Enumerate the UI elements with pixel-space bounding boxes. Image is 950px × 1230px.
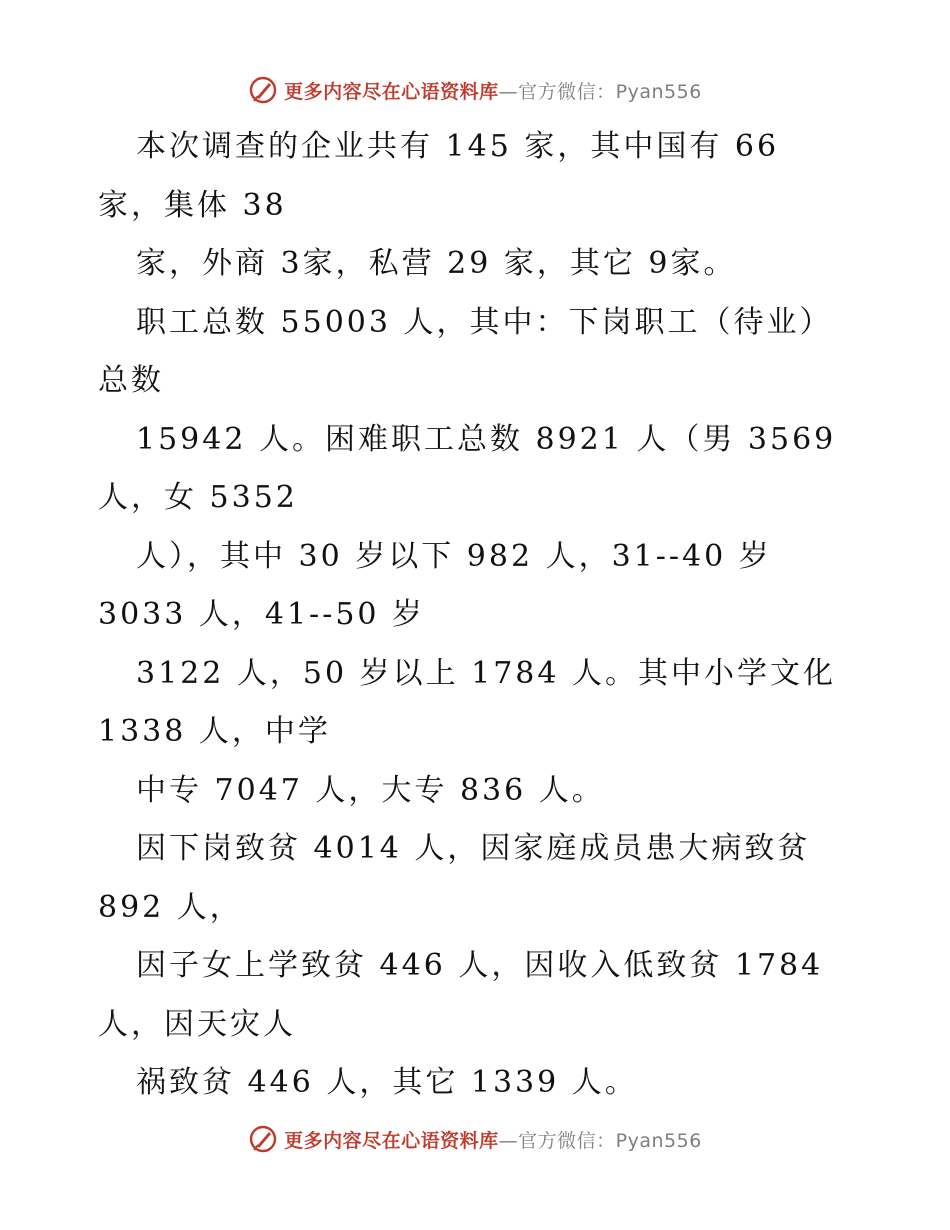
quill-logo-icon bbox=[248, 1124, 278, 1154]
banner-separator: — bbox=[498, 1129, 519, 1152]
footer-banner bbox=[0, 1119, 950, 1159]
banner-wechat: 官方微信：Pyan556 bbox=[518, 1129, 702, 1152]
banner-brand: 更多内容尽在心语资料库 bbox=[284, 1129, 499, 1152]
text-line: 3122 人，50 岁以上 1784 人。其中小学文化 bbox=[136, 655, 837, 691]
quill-logo-icon bbox=[248, 75, 278, 105]
banner-wechat: 官方微信：Pyan556 bbox=[518, 80, 702, 103]
text-line: 本次调查的企业共有 145 家，其中国有 66 bbox=[136, 129, 780, 164]
text-line: 人），其中 30 岁以下 982 人，31--40 岁 bbox=[136, 538, 772, 574]
header-banner bbox=[0, 70, 950, 110]
text-line: 1338 人，中学 bbox=[98, 714, 331, 749]
text-line: 家，外商 3家，私营 29 家，其它 9家。 bbox=[136, 246, 737, 281]
text-line: 人，女 5352 bbox=[98, 480, 298, 515]
banner-brand: 更多内容尽在心语资料库 bbox=[284, 80, 499, 103]
document-body bbox=[98, 118, 838, 1113]
text-line: 家，集体 38 bbox=[98, 187, 287, 223]
text-line: 3033 人，41--50 岁 bbox=[98, 597, 426, 632]
text-line: 892 人， bbox=[98, 889, 243, 925]
text-line: 中专 7047 人，大专 836 人。 bbox=[136, 772, 605, 808]
text-line: 人，因天灾人 bbox=[98, 1006, 296, 1042]
text-line: 因下岗致贫 4014 人，因家庭成员患大病致贫 bbox=[136, 831, 811, 866]
text-line: 祸致贫 446 人，其它 1339 人。 bbox=[136, 1065, 638, 1100]
banner-text bbox=[284, 77, 702, 104]
banner-text bbox=[284, 1126, 702, 1153]
text-line: 15942 人。困难职工总数 8921 人（男 3569 bbox=[136, 421, 837, 457]
banner-separator: — bbox=[498, 80, 519, 103]
text-line: 总数 bbox=[98, 363, 164, 398]
text-line: 职工总数 55003 人，其中：下岗职工（待业） bbox=[136, 304, 833, 340]
text-line: 因子女上学致贫 446 人，因收入低致贫 1784 bbox=[136, 948, 824, 983]
